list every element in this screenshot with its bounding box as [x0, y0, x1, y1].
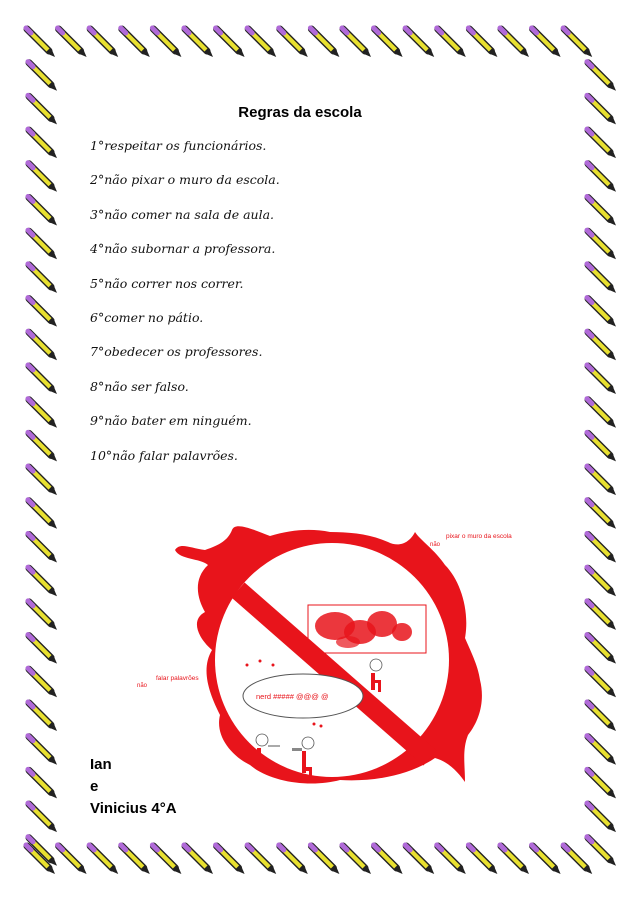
pencil-icon	[58, 845, 87, 874]
speech-text: nerd ##### @@@ @	[256, 692, 329, 701]
pencil-icon	[587, 534, 616, 563]
pencil-icon	[374, 28, 403, 57]
pencil-icon	[28, 230, 57, 259]
pencil-icon	[587, 365, 616, 394]
pencil-icon	[405, 28, 434, 57]
rules-list	[90, 138, 280, 482]
pencil-icon	[587, 432, 616, 461]
pencil-icon	[587, 197, 616, 226]
author-name: Ian	[90, 756, 112, 773]
pencil-icon	[58, 28, 87, 57]
rule-item: 7°obedecer os professores.	[90, 344, 263, 360]
rule-item: 6°comer no pátio.	[90, 309, 204, 325]
authors	[90, 756, 177, 822]
pencil-icon	[532, 28, 561, 57]
pencil-icon	[28, 62, 57, 91]
label-pixar-muro: pixar o muro da escola	[446, 533, 512, 540]
rule-item: 10°não falar palavrões.	[90, 447, 238, 463]
pencil-icon	[28, 129, 57, 158]
pencil-icon	[28, 365, 57, 394]
author-name-class: Vinicius 4°A	[90, 800, 177, 817]
pencil-icon	[587, 163, 616, 192]
rule-item: 1°respeitar os funcionários.	[90, 138, 267, 153]
pencil-icon	[587, 129, 616, 158]
pencil-icon	[587, 230, 616, 259]
pencil-icon	[28, 635, 57, 664]
pencil-icon	[28, 803, 57, 832]
pencil-icon	[587, 95, 616, 124]
pencil-icon	[563, 28, 592, 57]
page-title: Regras da escola	[238, 104, 362, 121]
pencil-icon	[342, 845, 371, 874]
pencil-icon	[310, 28, 339, 57]
pencil-icon	[89, 28, 118, 57]
pencil-icon	[152, 845, 181, 874]
pencil-icon	[587, 736, 616, 765]
pencil-icon	[28, 567, 57, 596]
rule-item: 5°não correr nos correr.	[90, 275, 244, 291]
pencil-icon	[152, 28, 181, 57]
pencil-icon	[28, 769, 57, 798]
pencil-icon	[587, 466, 616, 495]
pencil-icon	[121, 28, 150, 57]
pencil-icon	[28, 399, 57, 428]
pencil-icon	[121, 845, 150, 874]
pencil-icon	[216, 28, 245, 57]
pencil-icon	[587, 668, 616, 697]
pencil-icon	[28, 702, 57, 731]
pencil-icon	[247, 28, 276, 57]
rule-item: 3°não comer na sala de aula.	[90, 206, 274, 222]
pencil-icon	[28, 500, 57, 529]
rule-item: 4°não subornar a professora.	[90, 241, 276, 257]
pencil-icon	[28, 736, 57, 765]
pencil-icon	[28, 298, 57, 327]
pencil-icon	[587, 769, 616, 798]
pencil-icon	[405, 845, 434, 874]
pencil-icon	[587, 635, 616, 664]
pencil-icon	[28, 534, 57, 563]
pencil-icon	[587, 702, 616, 731]
red-dot	[259, 660, 262, 663]
pencil-icon	[587, 264, 616, 293]
rule-item: 9°não bater em ninguém.	[90, 413, 252, 429]
pencil-icon	[247, 845, 276, 874]
rule-item: 2°não pixar o muro da escola.	[90, 172, 280, 188]
pencil-icon	[587, 331, 616, 360]
pencil-icon	[28, 466, 57, 495]
pencil-icon	[587, 601, 616, 630]
pencil-icon	[587, 298, 616, 327]
pencil-icon	[89, 845, 118, 874]
pencil-icon	[500, 28, 529, 57]
red-dot	[320, 725, 323, 728]
pencil-icon	[279, 845, 308, 874]
pencil-icon	[28, 95, 57, 124]
pencil-icon	[587, 399, 616, 428]
label-falar-palavroes: falar palavrões	[156, 675, 199, 682]
pencil-icon	[28, 668, 57, 697]
red-dot	[313, 723, 316, 726]
pencil-icon	[468, 845, 497, 874]
prohibition-drawing	[120, 520, 530, 790]
pencil-icon	[28, 601, 57, 630]
pencil-icon	[437, 28, 466, 57]
red-dot	[272, 664, 275, 667]
label-nao-left: não	[137, 683, 148, 689]
pencil-icon	[28, 264, 57, 293]
pencil-icon	[587, 803, 616, 832]
label-nao-top: não	[430, 542, 441, 548]
pencil-icon	[184, 845, 213, 874]
pencil-icon	[28, 432, 57, 461]
pencil-icon	[587, 837, 616, 866]
pencil-icon	[310, 845, 339, 874]
pencil-icon	[587, 567, 616, 596]
pencil-icon	[28, 331, 57, 360]
author-connector: e	[90, 778, 99, 795]
pencil-icon	[563, 845, 592, 874]
pencil-icon	[342, 28, 371, 57]
pencil-icon	[437, 845, 466, 874]
pencil-icon	[587, 500, 616, 529]
red-dot	[246, 664, 249, 667]
pencil-icon	[28, 197, 57, 226]
pencil-icon	[587, 62, 616, 91]
rule-item: 8°não ser falso.	[90, 378, 189, 394]
pencil-icon	[184, 28, 213, 57]
pencil-icon	[28, 163, 57, 192]
pencil-icon	[279, 28, 308, 57]
pencil-icon	[216, 845, 245, 874]
pencil-icon	[374, 845, 403, 874]
pencil-icon	[532, 845, 561, 874]
pencil-icon	[26, 28, 55, 57]
pencil-icon	[468, 28, 497, 57]
pencil-icon	[500, 845, 529, 874]
